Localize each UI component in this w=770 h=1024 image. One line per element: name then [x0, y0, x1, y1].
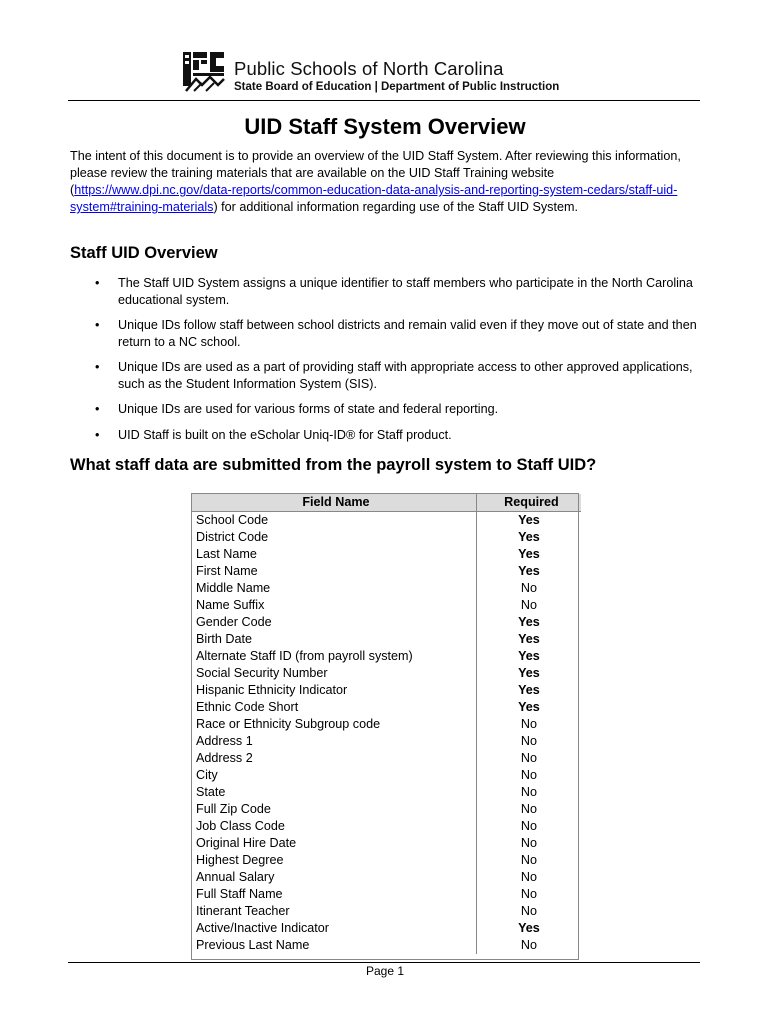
required-cell: Yes	[518, 632, 540, 646]
required-cell: Yes	[518, 513, 540, 527]
table-row	[191, 631, 581, 648]
required-cell: No	[520, 598, 537, 612]
table-body	[191, 512, 581, 955]
table-row	[191, 801, 581, 818]
table-row	[191, 614, 581, 631]
required-cell: No	[520, 853, 537, 867]
table-row	[191, 597, 581, 614]
required-cell: No	[520, 581, 537, 595]
table-row	[191, 512, 581, 530]
document-title: UID Staff System Overview	[244, 114, 526, 139]
table-row	[191, 869, 581, 886]
table-row	[191, 580, 581, 597]
list-item: • Unique IDs are used for various forms of state and federal reporting.	[95, 402, 499, 416]
field-name-cell: Itinerant Teacher	[191, 903, 476, 920]
table-row	[191, 903, 581, 920]
table-row	[191, 818, 581, 835]
field-name-cell: Original Hire Date	[191, 835, 476, 852]
field-name-cell: District Code	[191, 529, 476, 546]
required-cell: No	[520, 836, 537, 850]
table-row	[191, 546, 581, 563]
training-website-link[interactable]: https://www.dpi.nc.gov/data-reports/common-education-data-analysis-and-reporting-system-cedars/staff-uid-system#training-materials	[70, 183, 678, 214]
bullet-icon: •	[95, 276, 100, 290]
bullet-icon: •	[95, 318, 100, 332]
field-name-cell: Last Name	[191, 546, 476, 563]
section-heading-payroll-fields: What staff data are submitted from the payroll system to Staff UID?	[70, 456, 597, 474]
org-name: Public Schools of North Carolina	[234, 58, 504, 79]
table-row	[191, 784, 581, 801]
page-number: Page 1	[365, 964, 405, 978]
org-subtitle: State Board of Education | Department of Public Instruction	[234, 81, 560, 93]
required-cell: Yes	[518, 683, 540, 697]
field-name-cell: Annual Salary	[191, 869, 476, 886]
required-cell: Yes	[518, 564, 540, 578]
required-cell: No	[520, 938, 537, 952]
table-row	[191, 767, 581, 784]
table-row	[191, 529, 581, 546]
table-row	[191, 716, 581, 733]
table-header-row	[191, 494, 581, 512]
required-cell: Yes	[518, 547, 540, 561]
table-row	[191, 937, 581, 954]
overview-bullet-list	[90, 275, 705, 453]
list-item: • The Staff UID System assigns a unique identifier to staff members who participate in the North Carolina educational system.	[95, 276, 693, 307]
list-item: • Unique IDs follow staff between school districts and remain valid even if they move out of state and then return to a NC school.	[95, 318, 697, 349]
bullet-icon: •	[95, 428, 100, 442]
field-name-cell: First Name	[191, 563, 476, 580]
table-row	[191, 920, 581, 937]
intro-text-start: The intent of this document is to provide an overview of the UID Staff System. After reviewing this information, please review the training materials that are available on the UID Staff Training website (	[70, 149, 681, 197]
payroll-fields-table	[191, 494, 581, 954]
field-name-cell: Active/Inactive Indicator	[191, 920, 476, 937]
field-name-cell: Name Suffix	[191, 597, 476, 614]
table-row	[191, 699, 581, 716]
required-cell: Yes	[518, 530, 540, 544]
field-name-cell: Address 2	[191, 750, 476, 767]
required-cell: No	[520, 785, 537, 799]
field-name-cell: Social Security Number	[191, 665, 476, 682]
field-name-cell: Alternate Staff ID (from payroll system)	[191, 648, 476, 665]
column-header-required: Required	[476, 494, 581, 512]
field-name-cell: Ethnic Code Short	[191, 699, 476, 716]
table-row	[191, 835, 581, 852]
table-row	[191, 665, 581, 682]
required-cell: No	[520, 734, 537, 748]
intro-paragraph	[70, 148, 700, 216]
field-name-cell: Middle Name	[191, 580, 476, 597]
field-name-cell: Hispanic Ethnicity Indicator	[191, 682, 476, 699]
required-cell: No	[520, 904, 537, 918]
table-row	[191, 886, 581, 903]
table-row	[191, 682, 581, 699]
required-cell: No	[520, 819, 537, 833]
field-name-cell: Full Zip Code	[191, 801, 476, 818]
table-row	[191, 563, 581, 580]
required-cell: No	[520, 870, 537, 884]
required-cell: No	[520, 802, 537, 816]
bullet-icon: •	[95, 402, 100, 416]
table-row	[191, 733, 581, 750]
section-heading-overview: Staff UID Overview	[70, 244, 218, 262]
required-cell: Yes	[518, 700, 540, 714]
header-divider	[68, 100, 700, 101]
required-cell: Yes	[518, 921, 540, 935]
bullet-icon: •	[95, 360, 100, 374]
required-cell: Yes	[518, 649, 540, 663]
table-row	[191, 852, 581, 869]
field-name-cell: State	[191, 784, 476, 801]
column-header-field-name: Field Name	[191, 494, 476, 512]
intro-text-end: ) for additional information regarding use of the Staff UID System.	[213, 200, 578, 214]
required-cell: No	[520, 751, 537, 765]
field-name-cell: School Code	[191, 512, 476, 530]
required-cell: Yes	[518, 666, 540, 680]
field-name-cell: City	[191, 767, 476, 784]
field-name-cell: Birth Date	[191, 631, 476, 648]
list-item: • UID Staff is built on the eScholar Uniq-ID® for Staff product.	[95, 428, 452, 442]
required-cell: No	[520, 887, 537, 901]
field-name-cell: Full Staff Name	[191, 886, 476, 903]
field-name-cell: Previous Last Name	[191, 937, 476, 954]
field-name-cell: Job Class Code	[191, 818, 476, 835]
field-name-cell: Address 1	[191, 733, 476, 750]
table-row	[191, 648, 581, 665]
required-cell: No	[520, 768, 537, 782]
field-name-cell: Race or Ethnicity Subgroup code	[191, 716, 476, 733]
field-name-cell: Gender Code	[191, 614, 476, 631]
table-row	[191, 750, 581, 767]
footer-divider	[68, 962, 700, 963]
field-name-cell: Highest Degree	[191, 852, 476, 869]
ncdpi-logo-icon	[182, 49, 226, 93]
required-cell: Yes	[518, 615, 540, 629]
ncdpi-logo	[182, 49, 226, 93]
required-cell: No	[520, 717, 537, 731]
list-item: • Unique IDs are used as a part of providing staff with appropriate access to other approved applications, such as the Student Information System (SIS).	[95, 360, 693, 391]
